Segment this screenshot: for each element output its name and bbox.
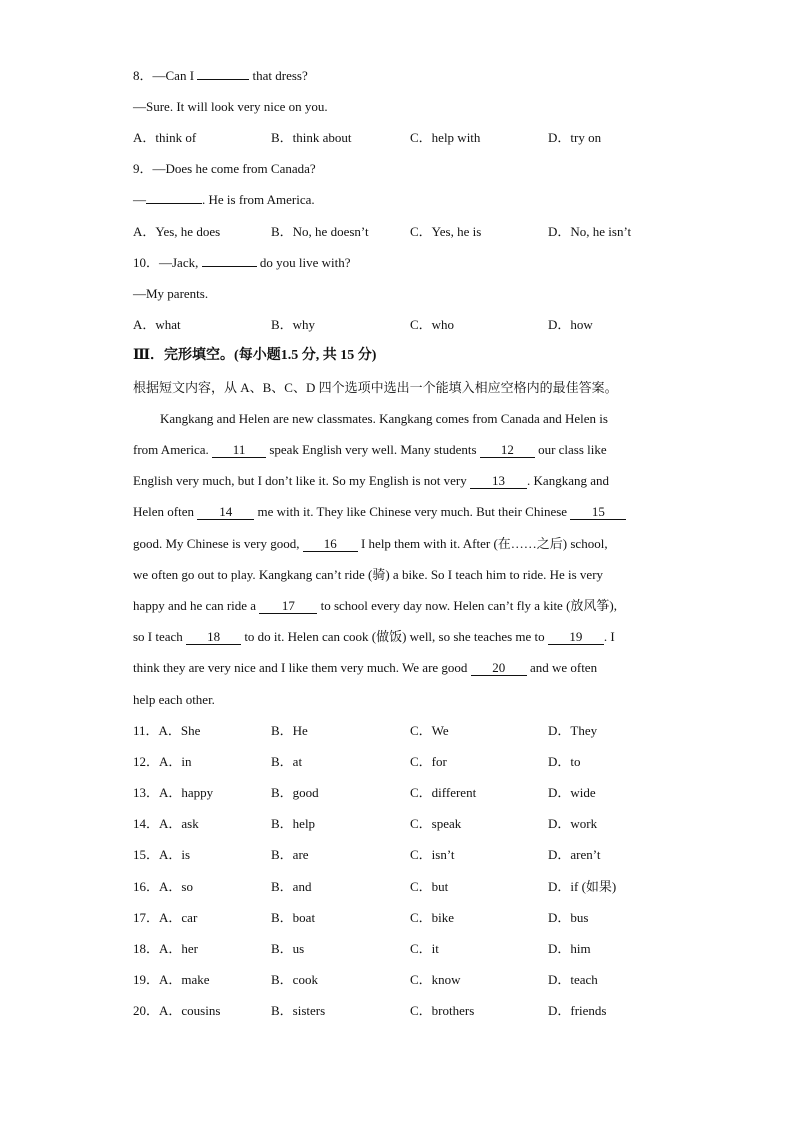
choice-13-option-d <box>548 784 596 802</box>
q10-option-d: D．how <box>548 317 593 332</box>
q8-option-d: D．try on <box>548 130 602 145</box>
choice-16-option-b <box>271 878 311 896</box>
choice-text: B．He <box>271 723 308 738</box>
choice-text: C．for <box>410 754 447 769</box>
blank-18: 18 <box>186 630 241 645</box>
q9-option-a: A．Yes, he does <box>133 224 221 239</box>
q10-stem <box>133 254 351 272</box>
choice-13-option-b <box>271 784 319 802</box>
choice-13-option-c <box>410 784 476 802</box>
choice-14-option-c <box>410 815 461 833</box>
passage-text: me with it. They like Chinese very much. But their Chinese <box>254 504 571 519</box>
q10-option-b: B．why <box>271 317 316 332</box>
choice-18-option-d <box>548 940 591 958</box>
choice-text: A．so <box>159 879 193 894</box>
choice-text: D．if (如果) <box>548 879 617 894</box>
choice-11-option-d <box>548 722 597 740</box>
passage-text: so I teach <box>133 629 187 644</box>
passage-text: . I <box>603 629 615 644</box>
choice-number: 19． <box>133 972 160 987</box>
passage-text: from America. <box>133 442 213 457</box>
choice-number: 18． <box>133 941 160 956</box>
choice-text: D．wide <box>548 785 596 800</box>
choice-11-option-b <box>271 722 308 740</box>
passage-line-3 <box>133 472 663 490</box>
choice-text: B．at <box>271 754 303 769</box>
section-instruction: 根据短文内容，从 A、B、C、D 四个选项中选出一个能填入相应空格内的最佳答案。 <box>133 380 618 395</box>
blank-12: 12 <box>480 443 535 458</box>
choice-12-option-b <box>271 753 302 771</box>
choice-text: B．are <box>271 847 309 862</box>
choice-number: 20． <box>133 1003 160 1018</box>
passage-text: English very much, but I don’t like it. So my English is not very <box>133 473 471 488</box>
choice-19-option-d <box>548 971 598 989</box>
choice-18-option-c <box>410 940 439 958</box>
choice-number: 15． <box>133 847 160 862</box>
choice-text: A．ask <box>159 816 199 831</box>
choice-number: 16． <box>133 879 160 894</box>
q9-reply-post: . He is from America. <box>202 192 315 207</box>
passage-line-6: we often go out to play. Kangkang can’t ride (骑) a bike. So I teach him to ride. He is very <box>133 567 604 582</box>
choice-text: D．aren’t <box>548 847 601 862</box>
choice-18-option-a <box>133 940 198 958</box>
choice-text: D．work <box>548 816 598 831</box>
passage-line-2 <box>133 441 663 459</box>
blank-17: 17 <box>259 599 317 614</box>
passage-text: I help them with it. After (在……之后) school, <box>357 536 608 551</box>
choice-14-option-d <box>548 815 597 833</box>
choice-17-option-d <box>548 909 588 927</box>
choice-text: B．cook <box>271 972 318 987</box>
choice-19-option-a <box>133 971 210 989</box>
q8-option-a: A．think of <box>133 130 197 145</box>
passage-line-1: Kangkang and Helen are new classmates. Kangkang comes from Canada and Helen is <box>160 411 608 426</box>
choice-text: C．bike <box>410 910 455 925</box>
passage-line-10: help each other. <box>133 692 215 707</box>
q8-option-c: C．help with <box>410 130 481 145</box>
choice-text: D．to <box>548 754 581 769</box>
choice-text: C．isn’t <box>410 847 455 862</box>
choice-text: B．us <box>271 941 305 956</box>
choice-15-option-d <box>548 846 600 864</box>
passage-line-8 <box>133 628 663 646</box>
q8-reply: —Sure. It will look very nice on you. <box>133 99 328 114</box>
q9-blank <box>146 203 202 204</box>
choice-15-option-a <box>133 846 190 864</box>
q9-reply <box>133 191 315 209</box>
choice-number: 14． <box>133 816 160 831</box>
passage-text: think they are very nice and I like them very much. We are good <box>133 660 471 675</box>
blank-16: 16 <box>303 537 358 552</box>
choice-text: B．and <box>271 879 312 894</box>
passage-line-7 <box>133 597 663 615</box>
choice-14-option-b <box>271 815 315 833</box>
choice-text: C．speak <box>410 816 462 831</box>
q9-option-d: D．No, he isn’t <box>548 224 632 239</box>
choice-18-option-b <box>271 940 304 958</box>
choice-text: C．it <box>410 941 439 956</box>
passage-text: . Kangkang and <box>527 473 609 488</box>
q10-option-a: A．what <box>133 317 181 332</box>
passage-text: our class like <box>534 442 607 457</box>
choice-text: D．teach <box>548 972 598 987</box>
q9-reply-pre: — <box>133 192 146 207</box>
blank-11: 11 <box>212 443 266 458</box>
choice-text: B．sisters <box>271 1003 326 1018</box>
choice-text: B．help <box>271 816 316 831</box>
choice-text: A．her <box>159 941 199 956</box>
q10-stem-pre: 10．—Jack, <box>133 255 202 270</box>
q10-reply: —My parents. <box>133 286 209 301</box>
choice-12-option-a <box>133 753 192 771</box>
choice-text: A．car <box>159 910 198 925</box>
choice-text: A．She <box>158 723 201 738</box>
choice-20-option-c <box>410 1002 474 1020</box>
choice-text: C．different <box>410 785 477 800</box>
choice-text: D．They <box>548 723 598 738</box>
q8-option-b: B．think about <box>271 130 352 145</box>
passage-line-9 <box>133 659 663 677</box>
q10-blank <box>202 266 257 267</box>
choice-number: 11． <box>133 723 159 738</box>
choice-16-option-d <box>548 878 616 896</box>
section-title: Ⅲ．完形填空。(每小题1.5 分, 共 15 分) <box>133 348 377 363</box>
choice-number: 13． <box>133 785 160 800</box>
q10-stem-post: do you live with? <box>256 255 351 270</box>
passage-line-5 <box>133 535 663 553</box>
passage-text: and we often <box>526 660 598 675</box>
q10-option-c: C．who <box>410 317 455 332</box>
choice-12-option-c <box>410 753 447 771</box>
choice-text: D．bus <box>548 910 589 925</box>
choice-14-option-a <box>133 815 199 833</box>
choice-text: C．We <box>410 723 449 738</box>
choice-11-option-c <box>410 722 449 740</box>
passage-text: happy and he can ride a <box>133 598 260 613</box>
choice-text: C．know <box>410 972 461 987</box>
choice-text: B．good <box>271 785 319 800</box>
choice-11-option-a <box>133 722 200 740</box>
choice-text: A．in <box>159 754 192 769</box>
blank-13: 13 <box>470 474 527 489</box>
choice-19-option-c <box>410 971 461 989</box>
q9-option-b: B．No, he doesn’t <box>271 224 369 239</box>
q9-stem: 9．—Does he come from Canada? <box>133 161 316 176</box>
q8-blank <box>197 79 249 80</box>
q8-stem <box>133 67 308 85</box>
choice-text: A．make <box>159 972 210 987</box>
choice-16-option-c <box>410 878 448 896</box>
choice-13-option-a <box>133 784 213 802</box>
choice-text: C．brothers <box>410 1003 475 1018</box>
q8-stem-post: that dress? <box>249 68 308 83</box>
choice-12-option-d <box>548 753 581 771</box>
choice-20-option-b <box>271 1002 325 1020</box>
passage-text: to do it. Helen can cook (做饭) well, so she teaches me to <box>241 629 548 644</box>
choice-text: A．cousins <box>159 1003 221 1018</box>
passage-line-4 <box>133 503 663 521</box>
choice-20-option-d <box>548 1002 607 1020</box>
blank-19: 19 <box>548 630 604 645</box>
choice-17-option-a <box>133 909 197 927</box>
choice-text: A．is <box>159 847 191 862</box>
choice-number: 12． <box>133 754 160 769</box>
passage-text: good. My Chinese is very good, <box>133 536 303 551</box>
passage-text: Helen often <box>133 504 198 519</box>
choice-15-option-c <box>410 846 455 864</box>
choice-16-option-a <box>133 878 193 896</box>
passage-text: speak English very well. Many students <box>266 442 480 457</box>
choice-15-option-b <box>271 846 309 864</box>
choice-text: D．friends <box>548 1003 607 1018</box>
choice-number: 17． <box>133 910 160 925</box>
blank-14: 14 <box>197 505 254 520</box>
blank-15: 15 <box>570 505 626 520</box>
choice-text: D．him <box>548 941 591 956</box>
passage-text: to school every day now. Helen can’t fly a kite (放风筝), <box>317 598 617 613</box>
choice-19-option-b <box>271 971 318 989</box>
choice-text: C．but <box>410 879 449 894</box>
choice-17-option-b <box>271 909 315 927</box>
blank-20: 20 <box>471 661 527 676</box>
q8-stem-pre: 8．—Can I <box>133 68 198 83</box>
choice-text: A．happy <box>159 785 214 800</box>
choice-17-option-c <box>410 909 454 927</box>
q9-option-c: C．Yes, he is <box>410 224 482 239</box>
choice-text: B．boat <box>271 910 316 925</box>
choice-20-option-a <box>133 1002 220 1020</box>
